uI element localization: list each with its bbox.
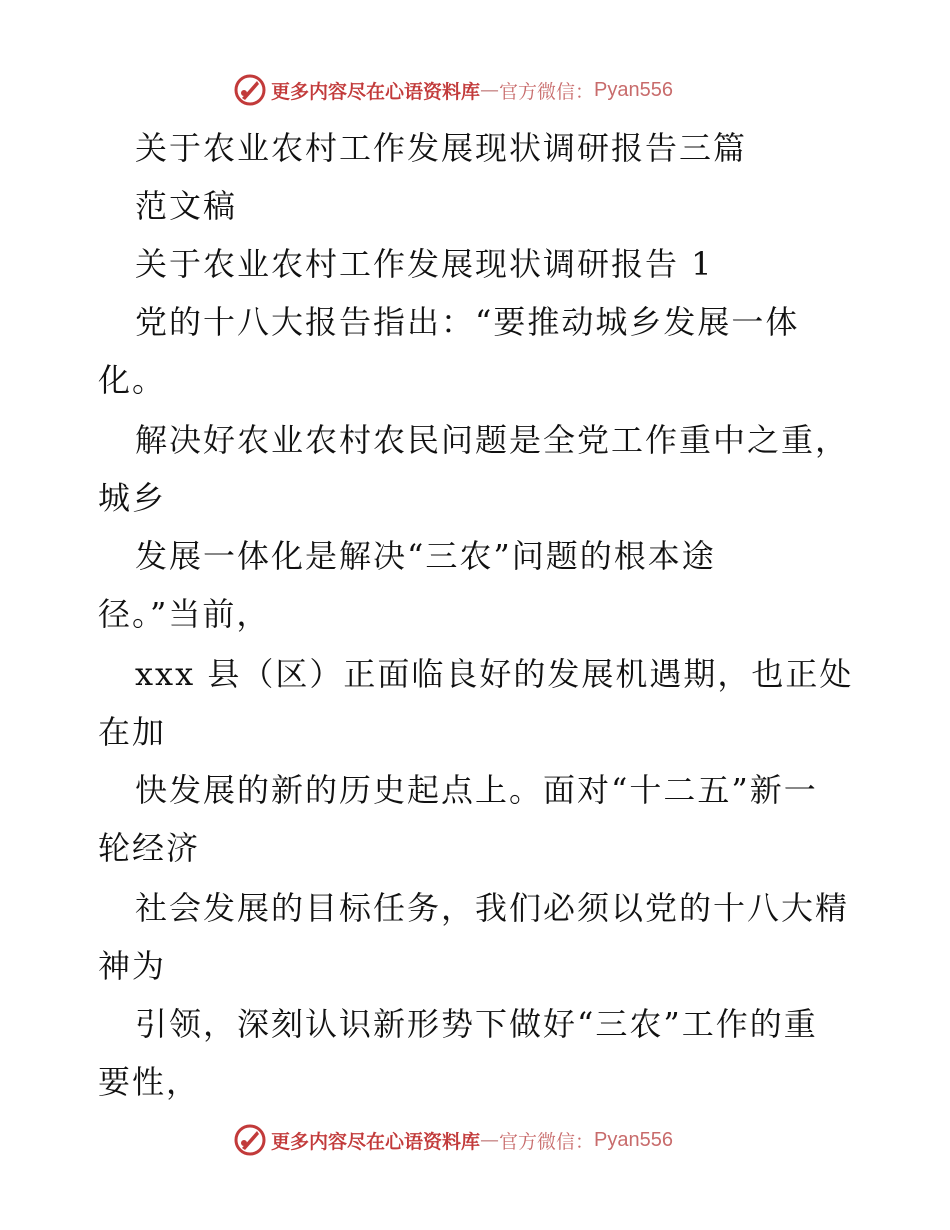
paragraph-line: 解决好农业农村农民问题是全党工作重中之重，	[135, 421, 850, 459]
watermark-site-text: 更多内容尽在心语资料库	[271, 1130, 481, 1153]
quill-logo-icon	[233, 73, 267, 107]
document-title-line-2: 范文稿	[135, 187, 238, 225]
header-watermark	[233, 72, 673, 108]
paragraph-line: 快发展的新的历史起点上。面对“十二五”新一	[135, 771, 818, 809]
paragraph-line: 在加	[98, 713, 167, 751]
watermark-wechat-label: 官方微信：	[499, 80, 595, 103]
paragraph-line: 城乡	[98, 479, 167, 517]
paragraph-line: 发展一体化是解决“三农”问题的根本途	[135, 537, 716, 575]
paragraph-line: 径。”当前，	[98, 595, 271, 633]
watermark-wechat-id: Pyan556	[594, 78, 673, 101]
document-title-line-1: 关于农业农村工作发展现状调研报告三篇	[135, 129, 748, 167]
paragraph-line: 要性，	[98, 1063, 201, 1101]
watermark-dash: —	[480, 79, 500, 101]
watermark-wechat-label: 官方微信：	[499, 1130, 595, 1153]
section-heading: 关于农业农村工作发展现状调研报告 1	[135, 245, 714, 283]
watermark-site-text: 更多内容尽在心语资料库	[271, 80, 481, 103]
paragraph-line: 神为	[98, 947, 167, 985]
watermark-dash: —	[480, 1129, 500, 1151]
watermark-wechat-id: Pyan556	[594, 1128, 673, 1151]
paragraph-line: 党的十八大报告指出：“要推动城乡发展一体	[135, 303, 800, 341]
paragraph-line: xxx 县（区）正面临良好的发展机遇期，也正处	[135, 655, 854, 693]
footer-watermark	[233, 1122, 673, 1158]
paragraph-line: 轮经济	[98, 829, 201, 867]
paragraph-line: 社会发展的目标任务，我们必须以党的十八大精	[135, 889, 850, 927]
quill-logo-icon	[233, 1123, 267, 1157]
paragraph-line: 引领，深刻认识新形势下做好“三农”工作的重	[135, 1005, 818, 1043]
paragraph-line: 化。	[98, 361, 167, 399]
